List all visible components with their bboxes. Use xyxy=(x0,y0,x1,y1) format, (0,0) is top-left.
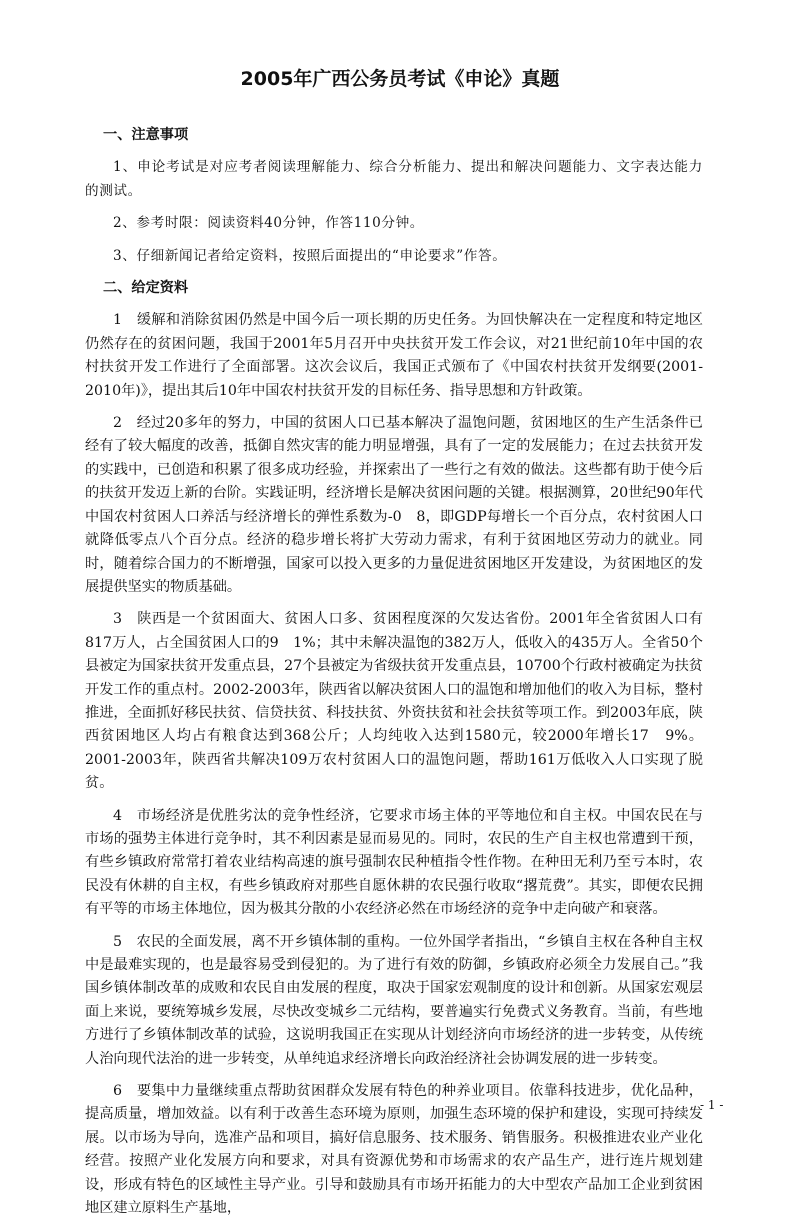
material-paragraph: 4 市场经济是优胜劣汰的竞争性经济，它要求市场主体的平等地位和自主权。中国农民在与市场的强势主体进行竞争时，其不利因素是显而易见的。同时，农民的生产自主权也常遭到干预，有些乡镇政府常常打着农业结构高速的旗号强制农民种植指令性作物。在种田无利乃至亏本时，农民没有休耕的自主权，有些乡镇政府对那些自愿休耕的农民强行收取“撂荒费”。其实，即便农民拥有平等的市场主体地位，因为极其分散的小农经济必然在市场经济的竞争中走向破产和衰落。 xyxy=(85,807,703,918)
material-paragraph: 5 农民的全面发展，离不开乡镇体制的重构。一位外国学者指出，“乡镇自主权在各种自主权中是最难实现的，也是最容易受到侵犯的。为了进行有效的防御，乡镇政府必须全力发展自己。”我国乡镇体制改革的成败和农民自由发展的程度，取决于国家宏观制度的设计和创新。从国家宏观层面上来说，要统筹城乡发展，尽快改变城乡二元结构，要普遍实行免费式义务教育。当前，有些地方进行了乡镇体制改革的试验，这说明我国正在实现从计划经济向市场经济的进一步转变，从传统人治向现代法治的进一步转变，从单纯追求经济增长向政治经济社会协调发展的进一步转变。 xyxy=(85,933,703,1067)
note-item: 1、申论考试是对应考者阅读理解能力、综合分析能力、提出和解决问题能力、文字表达能力的测试。 xyxy=(85,159,703,199)
material-paragraph: 1 缓解和消除贫困仍然是中国今后一项长期的历史任务。为回快解决在一定程度和特定地区仍然存在的贫困问题，我国于2001年5月召开中央扶贫开发工作会议，对21世纪前10年中国的农村扶贫开发工作进行了全面部署。这次会议后，我国正式颁布了《中国农村扶贫开发纲要(2001-2010年)》，提出其后10年中国农村扶贫开发的目标任务、指导思想和方针政策。 xyxy=(85,312,703,399)
material-paragraph: 3 陕西是一个贫困面大、贫困人口多、贫困程度深的欠发达省份。2001年全省贫困人口有817万人，占全国贫困人口的9 1%；其中未解决温饱的382万人，低收入的435万人。全省50个县被定为国家扶贫开发重点县，27个县被定为省级扶贫开发重点县，10700个行政村被确定为扶贫开发工作的重点村。2002-2003年，陕西省以解决贫困人口的温饱和增加他们的收入为目标，整村推进，全面抓好移民扶贫、信贷扶贫、科技扶贫、外资扶贫和社会扶贫等项工作。到2003年底，陕西贫困地区人均占有粮食达到368公斤；人均纯收入达到1580元，较2000年增长17 9%。2001-2003年，陕西省共解决109万农村贫困人口的温饱问题，帮助161万低收入人口实现了脱贫。 xyxy=(85,611,703,792)
material-paragraph: 2 经过20多年的努力，中国的贫困人口已基本解决了温饱问题，贫困地区的生产生活条件已经有了较大幅度的改善，抵御自然灾害的能力明显增强，具有了一定的发展能力；在过去扶贫开发的实践中，已创造和积累了很多成功经验，并探索出了一些行之有效的做法。这些都有助于使今后的扶贫开发迈上新的台阶。实践证明，经济增长是解决贫困问题的关键。根据测算，20世纪90年代中国农村贫困人口养活与经济增长的弹性系数为-0 8，即GDP每增长一个百分点，农村贫困人口就降低零点八个百分点。经济的稳步增长将扩大劳动力需求，有利于贫困地区劳动力的就业。同时，随着综合国力的不断增强，国家可以投入更多的力量促进贫困地区开发建设，为贫困地区的发展提供坚实的物质基础。 xyxy=(85,415,703,595)
note-item: 3、仔细新闻记者给定资料，按照后面提出的“申论要求”作答。 xyxy=(113,247,507,264)
material-paragraph: 6 要集中力量继续重点帮助贫困群众发展有特色的种养业项目。依靠科技进步，优化品种，提高质量，增加效益。以有利于改善生态环境为原则，加强生态环境的保护和建设，实现可持续发展。以市场为导向，选准产品和项目，搞好信息服务、技术服务、销售服务。积极推进农业产业化经营。按照产业化发展方向和要求，对具有资源优势和市场需求的农产品生产，进行连片规划建设，形成有特色的区域性主导产业。引导和鼓励具有市场开拓能力的大中型农产品加工企业到贫困地区建立原料生产基地， xyxy=(85,1083,703,1217)
page-number: - 1 - xyxy=(700,1098,724,1112)
notes-heading: 一、注意事项 xyxy=(103,127,189,143)
note-item: 2、参考时限：阅读资料40分钟，作答110分钟。 xyxy=(113,215,424,232)
document-body xyxy=(85,124,703,1229)
materials-heading: 二、给定资料 xyxy=(103,280,189,297)
document-title: 2005年广西公务员考试《申论》真题 xyxy=(240,68,560,90)
